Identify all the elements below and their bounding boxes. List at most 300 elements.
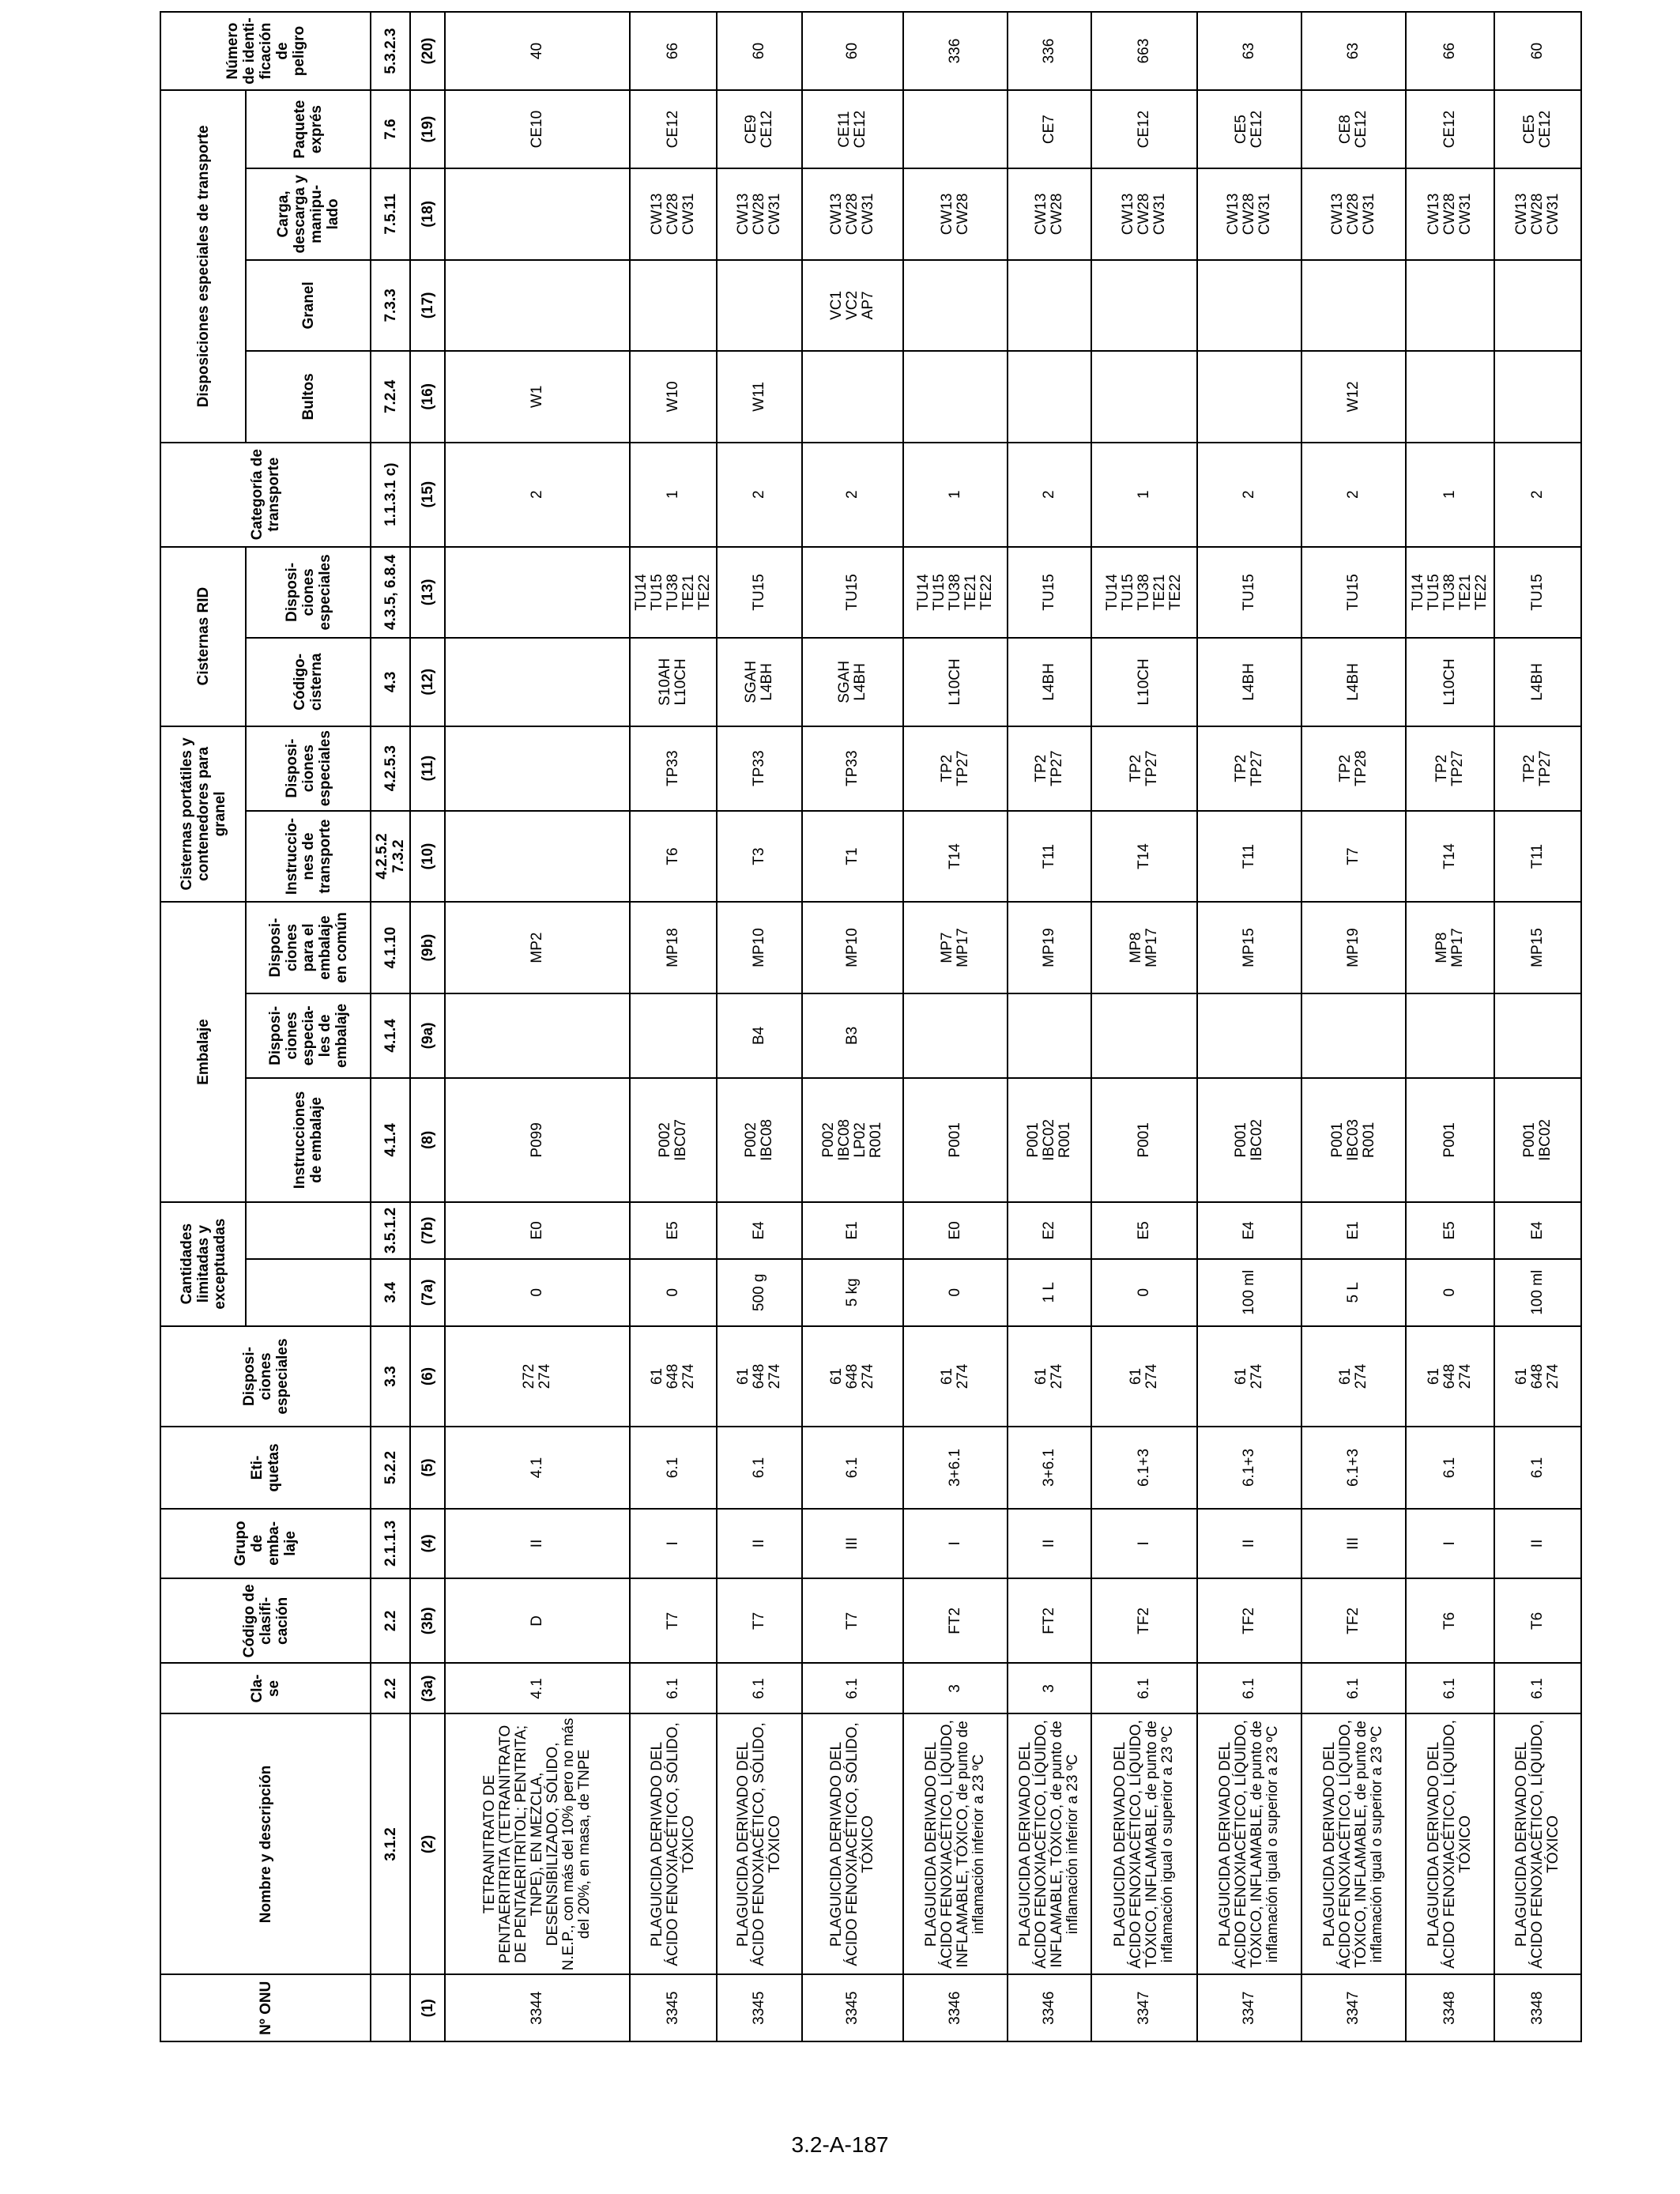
header-class: Cla- se [160, 1664, 371, 1714]
header-rid-tanks: Cisternas RID [160, 547, 246, 726]
cell-hazard: 663 [1091, 12, 1197, 90]
cell-carga: CW13 CW28 CW31 [802, 168, 903, 260]
cell-carga: CW13 CW28 CW31 [1301, 168, 1406, 260]
cell-labels: 6.1 [802, 1427, 903, 1508]
cell-eq: E5 [1091, 1202, 1197, 1259]
header-transport-category: Categoría de transporte [160, 443, 371, 547]
cell-expres: CE12 [630, 90, 717, 168]
cell-bultos [1091, 351, 1197, 443]
cell-cat: 2 [717, 443, 802, 547]
cell-rsp: TU15 [1494, 547, 1581, 639]
cell-lq: 0 [1406, 1259, 1494, 1326]
cell-labels: 6.1 [1406, 1427, 1494, 1508]
column-number-cell: (4) [410, 1509, 445, 1579]
cell-labels: 6.1+3 [1197, 1427, 1301, 1508]
cell-tsp: TP33 [630, 726, 717, 811]
cell-lq: 0 [445, 1259, 630, 1326]
cell-rsp: TU14 TU15 TU38 TE21 TE22 [630, 547, 717, 639]
table-row [1091, 12, 1197, 2041]
cell-sp: 61 648 274 [717, 1326, 802, 1427]
cell-eq: E5 [630, 1202, 717, 1259]
cell-bultos: W1 [445, 351, 630, 443]
cell-mix: MP2 [445, 902, 630, 993]
cell-carga: CW13 CW28 CW31 [717, 168, 802, 260]
cell-rsp: TU15 [1301, 547, 1406, 639]
cell-psp [1197, 993, 1301, 1078]
cell-tsp: TP2 TP27 [1406, 726, 1494, 811]
cell-tsp: TP2 TP27 [903, 726, 1008, 811]
cell-cat: 2 [445, 443, 630, 547]
cell-rsp: TU15 [1008, 547, 1091, 639]
cell-labels: 3+6.1 [903, 1427, 1008, 1508]
cell-psp [1494, 993, 1581, 1078]
cell-lq: 0 [630, 1259, 717, 1326]
cell-pg: II [445, 1509, 630, 1579]
cell-clase: 6.1 [1091, 1664, 1197, 1714]
cell-clase: 6.1 [802, 1664, 903, 1714]
header-packing-instructions: Instrucciones de embalaje [246, 1078, 371, 1202]
header-group-row [160, 12, 246, 2041]
cell-tcode: S10AH L10CH [630, 638, 717, 726]
table-row [1301, 12, 1406, 2041]
cell-labels: 6.1 [717, 1427, 802, 1508]
cell-tsp: TP33 [802, 726, 903, 811]
cell-eq: E4 [1197, 1202, 1301, 1259]
cell-mix: MP19 [1301, 902, 1406, 993]
column-number-cell: (18) [410, 168, 445, 260]
cell-pi: P001 IBC02 R001 [1008, 1078, 1091, 1202]
cell-tsp: TP2 TP27 [1091, 726, 1197, 811]
cell-psp [903, 993, 1008, 1078]
column-number-cell: (9a) [410, 993, 445, 1078]
column-number-cell: (7b) [410, 1202, 445, 1259]
header-un-number: Nº ONU [160, 1974, 371, 2041]
cell-code: D [445, 1578, 630, 1663]
cell-cat: 2 [1197, 443, 1301, 547]
cell-expres: CE12 [1406, 90, 1494, 168]
cell-lq: 0 [903, 1259, 1008, 1326]
reference-cell: 2.1.1.3 [371, 1509, 410, 1579]
cell-name: PLAGUICIDA DERIVADO DEL ÁCIDO FENOXIACÉTICO, LÍQUIDO, INFLAMABLE, TÓXICO, de punto de inflamación inferior a 23 ºC [1008, 1713, 1091, 1974]
cell-cat: 2 [1494, 443, 1581, 547]
cell-tcode: SGAH L4BH [717, 638, 802, 726]
cell-sp: 61 274 [1091, 1326, 1197, 1427]
column-number-cell: (13) [410, 547, 445, 639]
cell-un: 3348 [1406, 1974, 1494, 2041]
header-special-transport-provisions: Disposiciones especiales de transporte [160, 90, 246, 443]
header-loading-handling: Carga, descarga y manipu- lado [246, 168, 371, 260]
cell-carga: CW13 CW28 CW31 [630, 168, 717, 260]
cell-granel: VC1 VC2 AP7 [802, 260, 903, 352]
header-portable-tanks: Cisternas portátiles y contenedores para granel [160, 726, 246, 903]
reference-cell: 1.1.3.1 c) [371, 443, 410, 547]
rotated-table-container [160, 11, 1561, 2042]
cell-hazard: 336 [1008, 12, 1091, 90]
cell-rsp: TU15 [802, 547, 903, 639]
cell-code: T6 [1406, 1578, 1494, 1663]
cell-psp [1008, 993, 1091, 1078]
cell-lq: 500 g [717, 1259, 802, 1326]
cell-expres [903, 90, 1008, 168]
header-empty-lq-b [246, 1202, 371, 1259]
cell-mix: MP8 MP17 [1406, 902, 1494, 993]
reference-cell: 7.3.3 [371, 260, 410, 352]
column-number-cell: (15) [410, 443, 445, 547]
column-number-cell: (8) [410, 1078, 445, 1202]
reference-cell: 4.3 [371, 638, 410, 726]
cell-mix: MP10 [717, 902, 802, 993]
cell-granel [1406, 260, 1494, 352]
column-number-cell: (9b) [410, 902, 445, 993]
cell-name: TETRANITRATO DE PENTAERITRITA (TETRANITRATO DE PENTAERITRITOL; PENTRITA; TNPE), EN MEZCLA, DESENSIBILIZADO, SÓLIDO, N.E.P., con más del 10% pero no más del 20%, en masa, de TNPE [445, 1713, 630, 1974]
cell-tsp: TP2 TP27 [1008, 726, 1091, 811]
column-number-cell: (16) [410, 351, 445, 443]
column-number-cell: (5) [410, 1427, 445, 1508]
cell-rsp [445, 547, 630, 639]
column-number-cell: (7a) [410, 1259, 445, 1326]
cell-labels: 6.1 [1494, 1427, 1581, 1508]
cell-tinst: T7 [1301, 811, 1406, 903]
cell-cat: 1 [1091, 443, 1197, 547]
cell-granel [903, 260, 1008, 352]
cell-bultos [1008, 351, 1091, 443]
column-number-cell: (6) [410, 1326, 445, 1427]
cell-lq: 100 ml [1494, 1259, 1581, 1326]
cell-eq: E5 [1406, 1202, 1494, 1259]
cell-pi: P001 IBC02 [1197, 1078, 1301, 1202]
cell-un: 3348 [1494, 1974, 1581, 2041]
cell-labels: 6.1 [630, 1427, 717, 1508]
cell-tcode: L10CH [903, 638, 1008, 726]
cell-hazard: 66 [1406, 12, 1494, 90]
reference-cell: 2.2 [371, 1578, 410, 1663]
header-transport-instructions: Instruccio- nes de transporte [246, 811, 371, 903]
cell-bultos [1406, 351, 1494, 443]
cell-tinst [445, 811, 630, 903]
cell-bultos: W12 [1301, 351, 1406, 443]
header-hazard-id-number: Número de identi- ficación de peligro [160, 12, 371, 90]
table-row [1008, 12, 1091, 2041]
reference-cell: 4.2.5.2 7.3.2 [371, 811, 410, 903]
cell-code: T7 [717, 1578, 802, 1663]
cell-bultos: W11 [717, 351, 802, 443]
header-rid-special-provisions: Disposi- ciones especiales [246, 547, 371, 639]
cell-un: 3347 [1197, 1974, 1301, 2041]
cell-name: PLAGUICIDA DERIVADO DEL ÁCIDO FENOXIACÉTICO, LÍQUIDO, TÓXICO, INFLAMABLE, de punto de inflamación igual o superior a 23 ºC [1301, 1713, 1406, 1974]
cell-un: 3346 [903, 1974, 1008, 2041]
cell-cat: 2 [1301, 443, 1406, 547]
cell-bultos [1494, 351, 1581, 443]
cell-carga: CW13 CW28 CW31 [1091, 168, 1197, 260]
cell-tsp: TP2 TP27 [1494, 726, 1581, 811]
header-column-number-row [410, 12, 445, 2041]
cell-expres: CE7 [1008, 90, 1091, 168]
cell-expres: CE9 CE12 [717, 90, 802, 168]
table-row [1406, 12, 1494, 2041]
cell-psp [1406, 993, 1494, 1078]
header-express-parcel: Paquete exprés [246, 90, 371, 168]
cell-tcode: L10CH [1091, 638, 1197, 726]
page-footer: 3.2-A-187 [791, 2132, 889, 2157]
cell-mix: MP8 MP17 [1091, 902, 1197, 993]
cell-name: PLAGUICIDA DERIVADO DEL ÁCIDO FENOXIACÉTICO, SÓLIDO, TÓXICO [802, 1713, 903, 1974]
cell-hazard: 336 [903, 12, 1008, 90]
table-row [802, 12, 903, 2041]
cell-pg: II [717, 1509, 802, 1579]
cell-sp: 61 648 274 [630, 1326, 717, 1427]
cell-psp: B4 [717, 993, 802, 1078]
reference-cell: 3.5.1.2 [371, 1202, 410, 1259]
cell-tinst: T11 [1008, 811, 1091, 903]
cell-tinst: T3 [717, 811, 802, 903]
cell-name: PLAGUICIDA DERIVADO DEL ÁCIDO FENOXIACÉTICO, SÓLIDO, TÓXICO [630, 1713, 717, 1974]
cell-sp: 61 274 [903, 1326, 1008, 1427]
cell-sp: 61 274 [1197, 1326, 1301, 1427]
table-row [630, 12, 717, 2041]
cell-carga [445, 168, 630, 260]
cell-eq: E2 [1008, 1202, 1091, 1259]
cell-tcode: L4BH [1494, 638, 1581, 726]
cell-tcode: SGAH L4BH [802, 638, 903, 726]
cell-cat: 1 [630, 443, 717, 547]
cell-name: PLAGUICIDA DERIVADO DEL ÁCIDO FENOXIACÉTICO, LÍQUIDO, INFLAMABLE, TÓXICO, de punto de inflamación inferior a 23 ºC [903, 1713, 1008, 1974]
header-special-packing-provisions: Disposi- ciones especia- les de embalaje [246, 993, 371, 1078]
table-row [445, 12, 630, 2041]
cell-mix: MP18 [630, 902, 717, 993]
cell-labels: 6.1+3 [1301, 1427, 1406, 1508]
cell-un: 3347 [1091, 1974, 1197, 2041]
cell-tsp: TP33 [717, 726, 802, 811]
cell-name: PLAGUICIDA DERIVADO DEL ÁCIDO FENOXIACÉTICO, LÍQUIDO, TÓXICO [1406, 1713, 1494, 1974]
cell-clase: 6.1 [630, 1664, 717, 1714]
header-special-provisions: Disposi- ciones especiales [160, 1326, 371, 1427]
table-row [1494, 12, 1581, 2041]
cell-hazard: 60 [802, 12, 903, 90]
cell-pg: II [1494, 1509, 1581, 1579]
cell-pi: P099 [445, 1078, 630, 1202]
cell-carga: CW13 CW28 [1008, 168, 1091, 260]
cell-pg: III [802, 1509, 903, 1579]
reference-cell: 7.6 [371, 90, 410, 168]
cell-granel [1197, 260, 1301, 352]
cell-granel [1301, 260, 1406, 352]
reference-cell: 5.2.2 [371, 1427, 410, 1508]
reference-cell: 7.2.4 [371, 351, 410, 443]
cell-expres: CE5 CE12 [1494, 90, 1581, 168]
cell-code: T6 [1494, 1578, 1581, 1663]
cell-hazard: 63 [1301, 12, 1406, 90]
cell-sp: 61 648 274 [802, 1326, 903, 1427]
cell-hazard: 66 [630, 12, 717, 90]
header-reference-row [371, 12, 410, 2041]
cell-tinst: T14 [1091, 811, 1197, 903]
cell-bultos [1197, 351, 1301, 443]
header-packing-group: Grupo de emba- laje [160, 1509, 371, 1579]
cell-tinst: T6 [630, 811, 717, 903]
reference-cell [371, 1974, 410, 2041]
cell-carga: CW13 CW28 CW31 [1494, 168, 1581, 260]
cell-psp [445, 993, 630, 1078]
cell-sp: 61 274 [1301, 1326, 1406, 1427]
cell-tcode: L4BH [1008, 638, 1091, 726]
cell-rsp: TU15 [717, 547, 802, 639]
reference-cell: 4.1.4 [371, 993, 410, 1078]
cell-lq: 100 ml [1197, 1259, 1301, 1326]
cell-pg: II [1197, 1509, 1301, 1579]
reference-cell: 4.2.5.3 [371, 726, 410, 811]
cell-carga: CW13 CW28 CW31 [1197, 168, 1301, 260]
header-mixed-packing-provisions: Disposi- ciones para el embalaje en común [246, 902, 371, 993]
cell-code: TF2 [1197, 1578, 1301, 1663]
cell-granel [445, 260, 630, 352]
cell-psp: B3 [802, 993, 903, 1078]
cell-eq: E0 [445, 1202, 630, 1259]
cell-mix: MP7 MP17 [903, 902, 1008, 993]
header-name-description: Nombre y descripción [160, 1713, 371, 1974]
header-packages: Bultos [246, 351, 371, 443]
cell-clase: 4.1 [445, 1664, 630, 1714]
cell-lq: 5 kg [802, 1259, 903, 1326]
header-labels: Eti- quetas [160, 1427, 371, 1508]
cell-lq: 1 L [1008, 1259, 1091, 1326]
cell-bultos: W10 [630, 351, 717, 443]
cell-eq: E1 [1301, 1202, 1406, 1259]
cell-granel [1091, 260, 1197, 352]
cell-rsp: TU14 TU15 TU38 TE21 TE22 [1091, 547, 1197, 639]
cell-expres: CE11 CE12 [802, 90, 903, 168]
cell-bultos [903, 351, 1008, 443]
table-row [903, 12, 1008, 2041]
cell-eq: E4 [1494, 1202, 1581, 1259]
cell-pi: P001 [1406, 1078, 1494, 1202]
table-row [717, 12, 802, 2041]
cell-un: 3345 [630, 1974, 717, 2041]
cell-expres: CE8 CE12 [1301, 90, 1406, 168]
header-portable-special-provisions: Disposi- ciones especiales [246, 726, 371, 811]
column-number-cell: (1) [410, 1974, 445, 2041]
cell-cat: 1 [903, 443, 1008, 547]
cell-tcode [445, 638, 630, 726]
cell-code: FT2 [1008, 1578, 1091, 1663]
cell-clase: 3 [903, 1664, 1008, 1714]
cell-code: T7 [802, 1578, 903, 1663]
column-number-cell: (11) [410, 726, 445, 811]
cell-un: 3345 [717, 1974, 802, 2041]
cell-mix: MP10 [802, 902, 903, 993]
cell-pi: P001 [903, 1078, 1008, 1202]
cell-expres: CE5 CE12 [1197, 90, 1301, 168]
header-bulk: Granel [246, 260, 371, 352]
cell-code: TF2 [1091, 1578, 1197, 1663]
cell-tinst: T1 [802, 811, 903, 903]
cell-psp [630, 993, 717, 1078]
cell-un: 3344 [445, 1974, 630, 2041]
cell-clase: 6.1 [1406, 1664, 1494, 1714]
cell-tcode: L10CH [1406, 638, 1494, 726]
cell-clase: 6.1 [1197, 1664, 1301, 1714]
cell-code: TF2 [1301, 1578, 1406, 1663]
cell-tinst: T11 [1197, 811, 1301, 903]
cell-pg: III [1301, 1509, 1406, 1579]
cell-tinst: T14 [903, 811, 1008, 903]
reference-cell: 3.1.2 [371, 1713, 410, 1974]
cell-cat: 2 [802, 443, 903, 547]
cell-name: PLAGUICIDA DERIVADO DEL ÁCIDO FENOXIACÉTICO, LÍQUIDO, TÓXICO [1494, 1713, 1581, 1974]
cell-clase: 6.1 [1301, 1664, 1406, 1714]
cell-un: 3346 [1008, 1974, 1091, 2041]
reference-cell: 7.5.11 [371, 168, 410, 260]
column-number-cell: (10) [410, 811, 445, 903]
header-packaging: Embalaje [160, 902, 246, 1202]
header-limited-quantities: Cantidades limitadas y exceptuadas [160, 1202, 246, 1326]
cell-bultos [802, 351, 903, 443]
cell-sp: 61 648 274 [1494, 1326, 1581, 1427]
cell-carga: CW13 CW28 [903, 168, 1008, 260]
cell-granel [1494, 260, 1581, 352]
cell-mix: MP15 [1494, 902, 1581, 993]
cell-tinst: T11 [1494, 811, 1581, 903]
column-number-cell: (2) [410, 1713, 445, 1974]
cell-pi: P001 [1091, 1078, 1197, 1202]
cell-tsp: TP2 TP27 [1197, 726, 1301, 811]
cell-un: 3347 [1301, 1974, 1406, 2041]
cell-name: PLAGUICIDA DERIVADO DEL ÁCIDO FENOXIACÉTICO, LÍQUIDO, TÓXICO, INFLAMABLE, de punto de inflamación igual o superior a 23 ºC [1197, 1713, 1301, 1974]
reference-cell: 3.3 [371, 1326, 410, 1427]
cell-rsp: TU14 TU15 TU38 TE21 TE22 [903, 547, 1008, 639]
cell-labels: 4.1 [445, 1427, 630, 1508]
cell-sp: 272 274 [445, 1326, 630, 1427]
cell-eq: E0 [903, 1202, 1008, 1259]
cell-clase: 6.1 [717, 1664, 802, 1714]
cell-pg: I [630, 1509, 717, 1579]
reference-cell: 3.4 [371, 1259, 410, 1326]
cell-tinst: T14 [1406, 811, 1494, 903]
cell-rsp: TU14 TU15 TU38 TE21 TE22 [1406, 547, 1494, 639]
header-tank-code: Código- cisterna [246, 638, 371, 726]
cell-mix: MP19 [1008, 902, 1091, 993]
column-number-cell: (3b) [410, 1578, 445, 1663]
cell-granel [717, 260, 802, 352]
cell-tsp [445, 726, 630, 811]
cell-clase: 3 [1008, 1664, 1091, 1714]
header-empty-lq-a [246, 1259, 371, 1326]
cell-rsp: TU15 [1197, 547, 1301, 639]
cell-psp [1091, 993, 1197, 1078]
cell-pg: I [903, 1509, 1008, 1579]
reference-cell: 2.2 [371, 1664, 410, 1714]
cell-pi: P002 IBC07 [630, 1078, 717, 1202]
cell-psp [1301, 993, 1406, 1078]
reference-cell: 5.3.2.3 [371, 12, 410, 90]
cell-pi: P001 IBC02 [1494, 1078, 1581, 1202]
dangerous-goods-table [160, 11, 1582, 2042]
cell-expres: CE10 [445, 90, 630, 168]
reference-cell: 4.1.10 [371, 902, 410, 993]
cell-un: 3345 [802, 1974, 903, 2041]
column-number-cell: (17) [410, 260, 445, 352]
cell-clase: 6.1 [1494, 1664, 1581, 1714]
column-number-cell: (19) [410, 90, 445, 168]
cell-sp: 61 648 274 [1406, 1326, 1494, 1427]
cell-pi: P001 IBC03 R001 [1301, 1078, 1406, 1202]
header-classification-code: Código de clasifi- cación [160, 1578, 371, 1663]
cell-name: PLAGUICIDA DERIVADO DEL ÁCIDO FENOXIACÉTICO, SÓLIDO, TÓXICO [717, 1713, 802, 1974]
reference-cell: 4.3.5, 6.8.4 [371, 547, 410, 639]
cell-pg: I [1091, 1509, 1197, 1579]
cell-mix: MP15 [1197, 902, 1301, 993]
cell-lq: 0 [1091, 1259, 1197, 1326]
cell-tsp: TP2 TP28 [1301, 726, 1406, 811]
